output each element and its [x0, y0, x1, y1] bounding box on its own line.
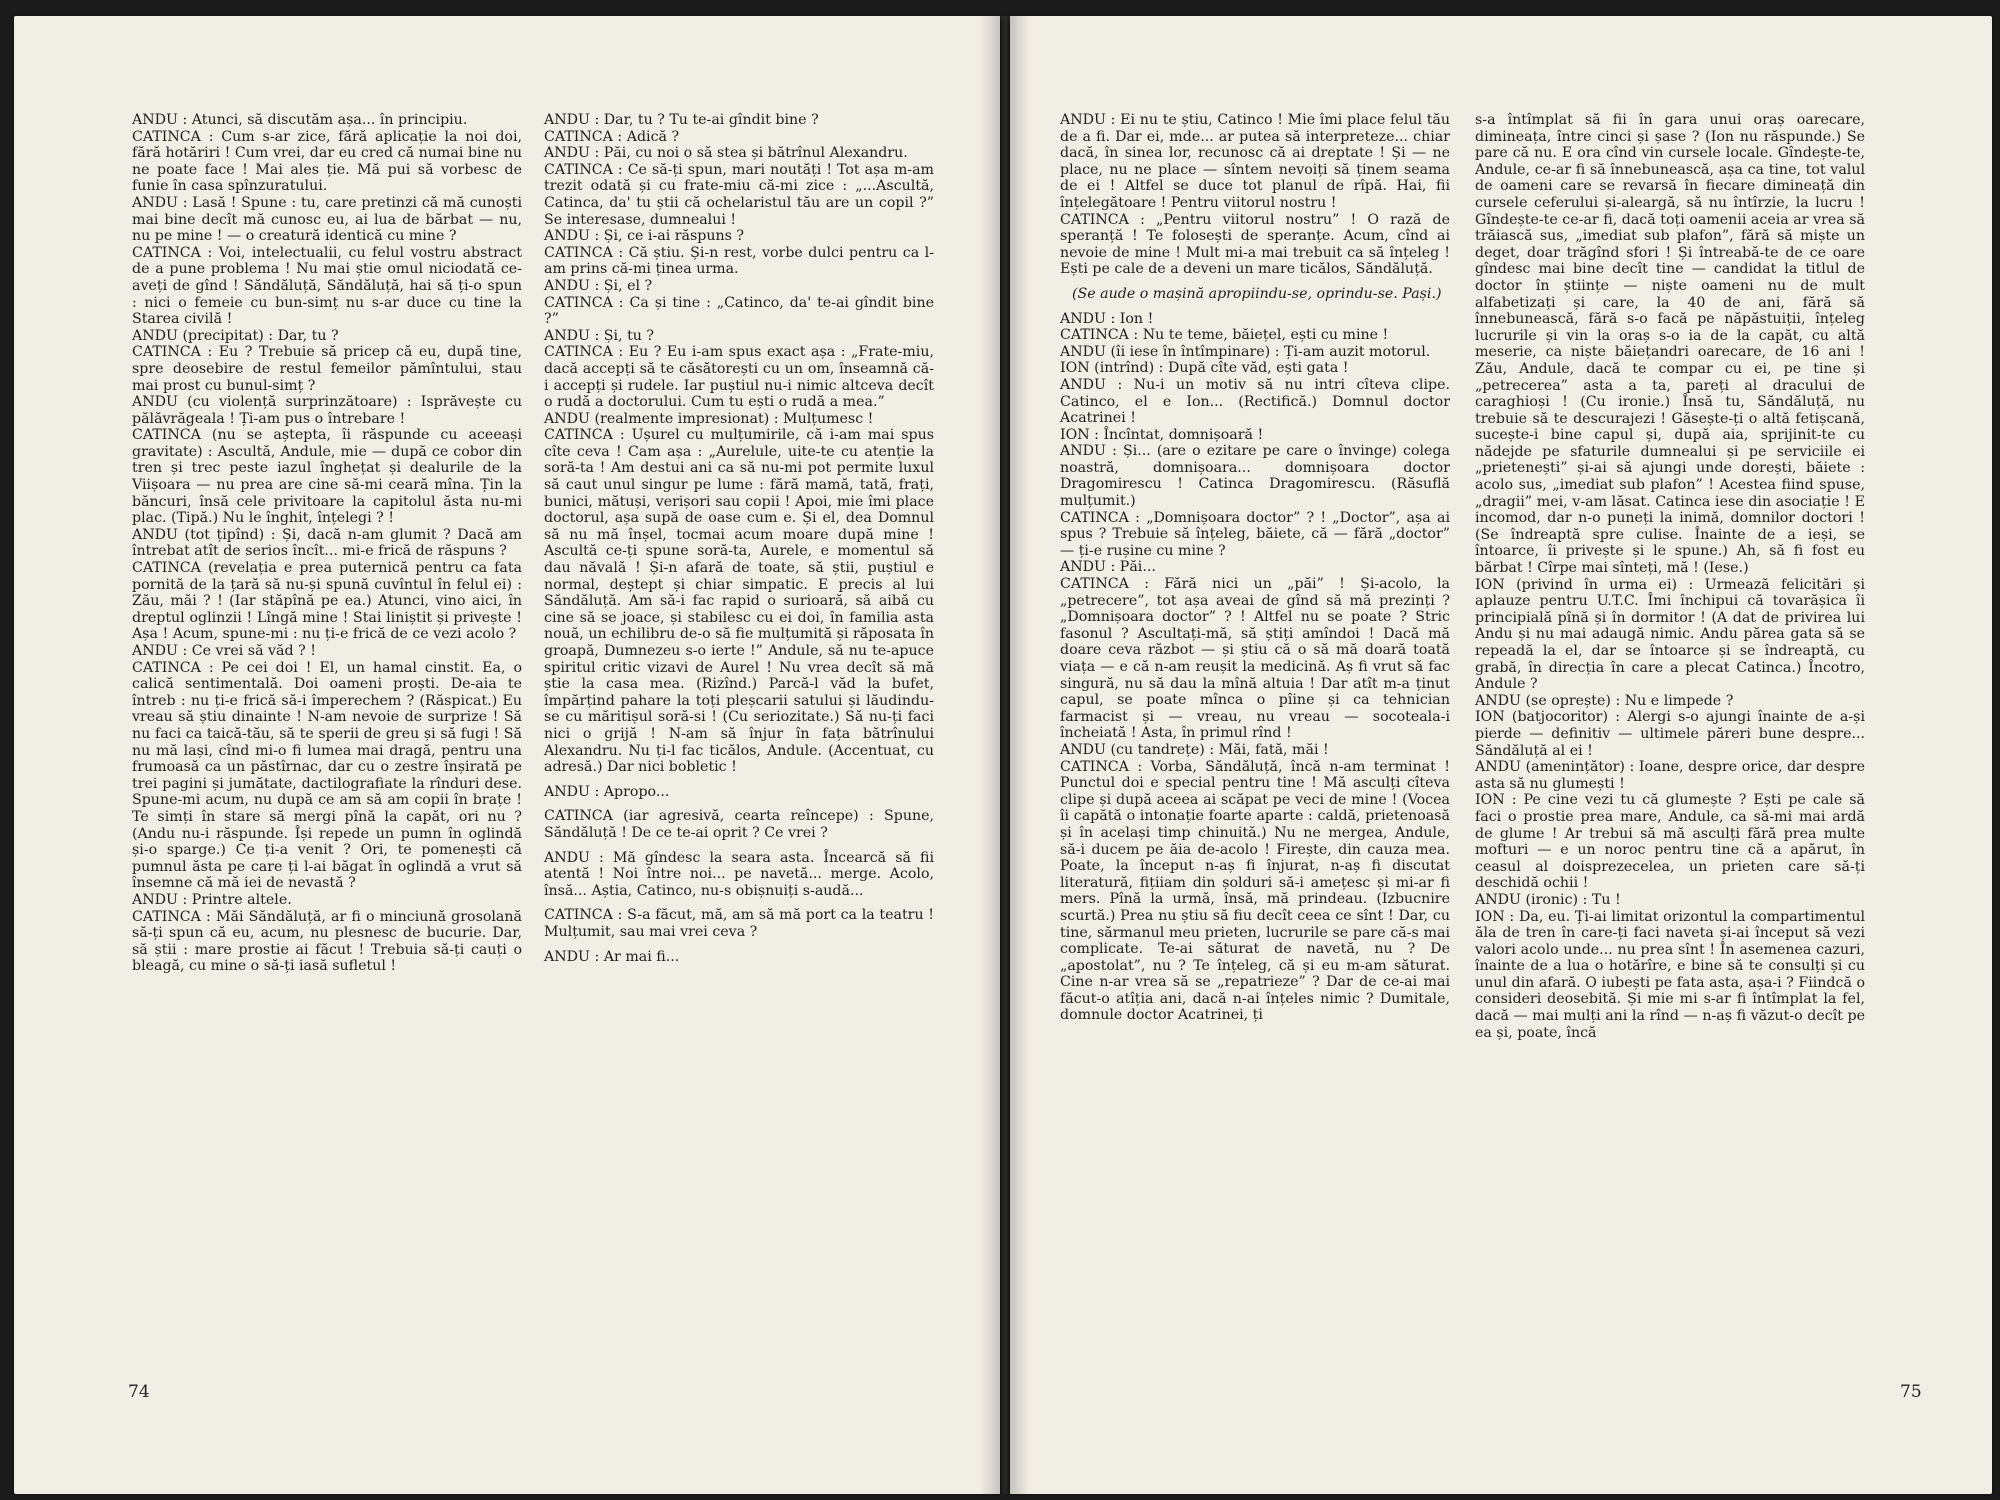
paragraph: ANDU : Și, ce i-ai răspuns ?: [544, 228, 745, 245]
paragraph: ION : Încîntat, domnișoară !: [1060, 426, 1264, 443]
book-spread: [14, 16, 1992, 1494]
paragraph: CATINCA : S-a făcut, mă, am să mă port ca la teatru ! Mulțumit, sau mai vrei ceva ?: [544, 907, 934, 940]
paragraph: CATINCA : „Domnișoara doctor” ? ! „Doctor”, așa ai spus ? Trebuie să înțeleg, băiete, că — fără „doctor” — ți-e rușine cu mine ?: [1060, 509, 1450, 559]
paragraph: CATINCA : Ce să-ți spun, mari noutăți ! Tot așa m-am trezit odată și cu frate-miu că-mi zice : „...Ascultă, Catinca, da' tu știi că ochelaristul tău are un copil ?” Se interesase, dumnealui !: [544, 161, 934, 228]
stage-direction: (Se aude o mașină apropiindu-se, oprindu-se. Pași.): [1072, 285, 1442, 302]
paragraph: ANDU : Printre altele.: [132, 891, 292, 908]
paragraph: ANDU : Ei nu te știu, Catinco ! Mie îmi place felul tău de a fi. Dar ei, mde... ar putea să interpreteze... chiar dacă, în sinea lor, recunosc că ai dreptate ! Și — ne place, nu ne place — sîntem nevoiți să ținem seama de ei ! Altfel se duce tot planul de rîpă. Hai, fii înțelegătoare ! Pentru viitorul nostru !: [1060, 112, 1450, 211]
page-number: 75: [1900, 1382, 1922, 1402]
right-page-column-1: [1060, 112, 1450, 1024]
paragraph: ANDU : Și, el ?: [544, 277, 653, 294]
paragraph: CATINCA : Ușurel cu mulțumirile, că i-am mai spus cîte ceva ! Cam așa : „Aurelule, uite-te cu atenție la soră-ta ! Am destui ani ca să nu-mi pot permite luxul să caut unul singur pe lume : fără mamă, tată, frați, bunici, mătuși, verișori sau copii ! Apoi, mie îmi place doctorul, așa supă de oase cum e. Și el, dea Domnul să nu mă înșel, tocmai acum moare după mine ! Ascultă ce-ți spune soră-ta, Aurele, e momentul să dau năvală ! Și-n afară de toate, să știi, puștiul e normal, deștept și chiar simpatic. E precis al lui Săndăluță. Am să-i fac rapid o surioară, să aibă cu cine să se joace, și stabilesc cu ei doi, în familia asta nouă, un echilibru de-o să fie mulțumită și răposata în groapă, Dumnezeu s-o ierte !” Andule, să nu te-apuce spiritul critic vizavi de Aurel ! Nu vrea decît să mă știe la casa mea. (Rizînd.) Parcă-l văd la bufet, împărțind pahare la toți pleșcarii satului și lăudindu-se cu măritișul soră-si ! (Cu seriozitate.) Să nu-ți faci nici o grijă ! N-am să înjur în fața bătrînului Alexandru. Nu ți-l fac ticălos, Andule. (Accentuat, cu adresă.) Dar nici bobletic !: [544, 427, 934, 776]
paragraph: s-a întîmplat să fii în gara unui oraș oarecare, dimineața, între cinci și șase ? (Ion nu răspunde.) Se pare că nu. E ora cînd vin cursele locale. Gîndește-te, Andule, ce-ar fi să înnebunească, așa ca tine, tot valul de oameni care se revarsă în fiecare dimineață din cursele ceferului și-aleargă, să nu întîrzie, la lucru ! Gîndește-te ce-ar fi, dacă toți oamenii aceia ar vrea să trăiască sus, „imediat sub plafon”, fără să miște un deget, doar trăgînd sfori ! Și întreabă-te de ce oare gîndesc mai bine decît tine — candidat la titlul de doctor în științe — niște oameni nu de mult alfabetizați și care, la 40 de ani, fără să înnebunească, fără s-o facă pe năpăstuiții, înțeleg lucrurile și vin la oraș s-o ia de la capăt, cu altă meserie, ca niște băiețandri oarecare, de 16 ani ! Zău, Andule, dacă te compar cu ei, pe tine și „petrecerea” asta a ta, pareți al dracului de caraghioși ! (Cu ironie.) Însă tu, Săndăluță, nu trebuie să te descurajezi ! Găsește-ți o altă fetișcană, sucește-i bine capul și, după aia, sprijinit-te cu nădejde pe sfaturile dumnealui și pe serviciile ei „prietenești” și-ai să ajungi unde dorești, băiete : acolo sus, „imediat sub plafon” ! Acestea fiind spuse, „dragii” mei, v-am lăsat. Catinca iese din asociație ! E incomod, dar n-o puneți la inimă, domnilor doctori ! (Se îndreaptă spre culise. Înainte de a ieși, se întoarce, îi privește și le spune.) Ah, să fi fost eu bărbat ! Cîrpe mai sînteți, mă ! (Iese.): [1475, 112, 1865, 577]
left-page: [14, 16, 1000, 1494]
right-page-column-2: [1475, 112, 1865, 1041]
left-page-column-1: [132, 112, 522, 975]
paragraph: CATINCA : Vorba, Săndăluță, încă n-am terminat ! Punctul doi e special pentru tine ! Mă asculți cîteva clipe și după aceea ai scăpat pe veci de mine ! (Vocea îi capătă o intonație foarte aparte : caldă, prietenoasă și în același timp chinuită.) Nu ne mergea, Andule, să-i ducem pe ăia de-acolo ! Firește, din cauza mea. Poate, la început n-aș fi înjurat, n-aș fi discutat literatură, fițiiam din șolduri să-i amețesc și mi-ar fi mers. Pînă la urmă, însă, mă prindeau. (Izbucnire scurtă.) Prea nu știu să fiu decît ceea ce sînt ! Dar, cu tine, sărmanul meu prieten, lucrurile se pare că-s mai complicate. Te-ai săturat de navetă, nu ? De „apostolat”, nu ? Te înțeleg, că și eu m-am săturat. Cine n-ar vrea să se „repatrieze” ? Dar de ce-ai mai făcut-o atîția ani, dacă n-ai înțeles nimic ? Dumitale, domnule doctor Acatrinei, ți: [1060, 758, 1450, 1024]
paragraph: ION (batjocoritor) : Alergi s-o ajungi înainte de a-și pierde — definitiv — ultimele păreri bune despre... Săndăluță al ei !: [1475, 709, 1865, 759]
paragraph: CATINCA : Fără nici un „păi” ! Și-acolo, la „petrecere”, tot așa aveai de gînd să mă prezinți ? „Domnișoara doctor” ? ! Altfel nu se poate ? Stric fasonul ? Ascultați-mă, să știți amîndoi ! Dacă mă doare ceva războt — și știu că o să mă doară toată viața — e că n-am reușit la medicină. Aș fi vrut să fac singură, nu să dau la mînă altuia ! Dar atît m-a ținut capul, se poate mînca o pîine și ca tehnician farmacist și — vreau, nu vreau — socoteala-i încheiată ! Asta, în primul rînd !: [1060, 576, 1450, 742]
paragraph: CATINCA : Că știu. Și-n rest, vorbe dulci pentru ca l-am prins că-mi ținea urma.: [544, 244, 934, 278]
paragraph: CATINCA : Eu ? Trebuie să pricep că eu, după tine, spre deosebire de restul femeilor pămîntului, stau mai prost cu bunul-simț ?: [132, 344, 522, 394]
paragraph: ANDU : Ce vrei să văd ? !: [132, 643, 316, 659]
paragraph: ION : Pe cine vezi tu că glumește ? Ești pe cale să faci o prostie prea mare, Andule, ca să-mi mai ardă de glume ! Ar trebui să mă asculți fără prea multe mofturi — e un noroc pentru tine că a apărut, în ceasul al doisprezecelea, un prieten care să-ți deschidă ochii !: [1475, 792, 1865, 892]
paragraph: ANDU : Ion !: [1060, 310, 1154, 327]
paragraph: ANDU : Și... (are o ezitare pe care o învinge) colega noastră, domnișoara... domnișoara doctor Dragomirescu ! Catinca Dragomirescu. (Răsuflă mulțumit.): [1060, 443, 1450, 510]
paragraph: ANDU : Lasă ! Spune : tu, care pretinzi că mă cunoști mai bine decît mă cunosc eu, ai lua de bărbat — nu, nu pe mine ! — o creatură identică cu mine ?: [132, 194, 522, 245]
paragraph: ANDU (îi iese în întîmpinare) : Ți-am auzit motorul.: [1060, 343, 1431, 360]
paragraph: CATINCA : Cum s-ar zice, fără aplicație la noi doi, fără hotăriri ! Cum vrei, dar eu cred că numai bine nu ne poate face ! Mai ales ție. Mă pui să vorbesc de funie în casa spînzuratului.: [132, 128, 522, 195]
paragraph: ION : Da, eu. Ți-ai limitat orizontul la compartimentul ăla de tren în care-ți faci naveta și-ai început să vezi valori acolo unde... nu prea sînt ! În asemenea cazuri, înainte de a lua o hotărîre, e bine să te consulți și cu unul din afară. O iubești pe fata asta, așa-i ? Fiindcă o consideri deosebită. Și mie mi s-ar fi întîmplat la fel, dacă — mai mulți ani la rînd — n-aș fi văzut-o decît pe ea și, poate, încă: [1475, 908, 1865, 1041]
paragraph: ION (privind în urma ei) : Urmează felicitări și aplauze pentru U.T.C. Îmi închipui că tovarășica îi principială pînă și în dormitor ! (A dat de privirea lui Andu și nu mai adaugă nimic. Andu părea gata să se repeadă la el, dar se întoarce și se îndreaptă, cu grabă, în direcția în care a plecat Catinca.) Încotro, Andule ?: [1475, 576, 1865, 693]
paragraph: ANDU (ironic) : Tu !: [1475, 891, 1621, 908]
paragraph: ANDU : Și, tu ?: [544, 327, 655, 344]
paragraph: ANDU (amenințător) : Ioane, despre orice, dar despre asta să nu glumești !: [1475, 759, 1865, 792]
right-page: [1010, 16, 1992, 1494]
paragraph: CATINCA : Măi Săndăluță, ar fi o minciună grosolană să-ți spun că eu, acum, nu plesnesc de bucurie. Dar, să știi : mare prostie ai făcut ! Trebuia să-ți cauți o bleagă, cu mine o să-ți iasă sufletul !: [132, 908, 522, 975]
page-number: 74: [128, 1382, 150, 1402]
paragraph: ANDU (realmente impresionat) : Mulțumesc !: [544, 410, 874, 427]
paragraph: CATINCA : Voi, intelectualii, cu felul vostru abstract de a pune problema ! Nu mai știe omul niciodată ce-aveți de gînd ! Săndăluță, Săndăluță, hai să ți-o spun : nici o femeie cu bun-simț nu s-ar duce cu tine la Starea civilă !: [132, 244, 522, 328]
paragraph: CATINCA : Pe cei doi ! El, un hamal cinstit. Ea, o calică sentimentală. Doi oameni proști. De-aia te întreb : nu ți-e frică să-i împerechem ? (Răspicat.) Eu vreau să știu dinainte ! N-am nevoie de surprize ! Să nu faci ca taică-tău, să te sperii de greu și să fugi ! Să nu mă lași, cînd mi-o fi lumea mai dragă, pentru una frumoasă ca un păstîrnac, dar cu o zestre înșirată pe trei pagini și jumătate, dactilografiate la rînduri dese. Spune-mi acum, nu după ce am să am copii în brațe ! Te simți în stare să mergi pînă la capăt, ori nu ? (Andu nu-i răspunde. Își repede un pumn în oglindă și-o sparge.) Ce ți-a venit ? Ori, te pomenești că pumnul ăsta pe care ți l-ai băgat în oglindă a vrut să însemne că mă iei de nevastă ?: [132, 659, 522, 892]
paragraph: ANDU : Dar, tu ? Tu te-ai gîndit bine ?: [544, 112, 819, 128]
paragraph: CATINCA (nu se aștepta, îi răspunde cu aceeași gravitate) : Ascultă, Andule, mie — după ce cobor din tren și trec peste iazul înghețat și dealurile de la Viișoara — nu prea are cine să-mi ceară mîna. Țin la băncuri, însă cele privitoare la capitolul ăsta nu-mi plac. (Tipă.) Nu le înghit, înțelegi ? !: [132, 427, 522, 527]
left-page-column-2: [544, 112, 934, 965]
paragraph: CATINCA : „Pentru viitorul nostru” ! O rază de speranță ! Te folosești de speranțe. Acum, cînd ai nevoie de mine ! Mult mi-a mai trebuit ca să înțeleg ! Ești pe cale de a deveni un mare ticălos, Săndăluță.: [1060, 211, 1450, 278]
paragraph: ANDU : Atunci, să discutăm așa... în principiu.: [132, 112, 468, 128]
paragraph: ANDU (cu violență surprinzătoare) : Isprăvește cu pălăvrăgeala ! Ți-am pus o întrebare !: [132, 394, 522, 427]
paragraph: ANDU (cu tandrețe) : Măi, fată, măi !: [1060, 741, 1329, 758]
paragraph: CATINCA (iar agresivă, cearta reîncepe) : Spune, Săndăluță ! De ce te-ai oprit ? Ce vrei ?: [544, 808, 934, 841]
paragraph: ANDU (tot țipînd) : Și, dacă n-am glumit ? Dacă am întrebat atît de serios încît... mi-e frică de răspuns ?: [132, 526, 522, 560]
paragraph: ANDU (se oprește) : Nu e limpede ?: [1475, 692, 1734, 709]
paragraph: CATINCA : Adică ?: [544, 128, 680, 145]
paragraph: CATINCA : Nu te teme, băiețel, ești cu mine !: [1060, 327, 1389, 344]
paragraph: CATINCA : Eu ? Eu i-am spus exact așa : „Frate-miu, dacă accepți să te căsătorești cu un om, înseamnă că-i accepți și rudele. Iar puștiul nu-i nimic altceva decît o rudă a doctorului. Cum tu ești o rudă a mea.”: [544, 344, 934, 411]
paragraph: CATINCA (revelația e prea puternică pentru ca fata pornită de la țară să nu-și spună cuvîntul în felul ei) : Zău, măi ? ! (Iar stăpînă pe ea.) Atunci, vino aici, în dreptul oglinzii ! Lîngă mine ! Stai liniștit și privește ! Așa ! Acum, spune-mi : nu ți-e frică de ce vezi acolo ?: [132, 560, 522, 643]
paragraph: ANDU (precipitat) : Dar, tu ?: [132, 327, 339, 344]
paragraph: ANDU : Apropo...: [544, 783, 670, 800]
paragraph: ANDU : Mă gîndesc la seara asta. Încearcă să fii atentă ! Noi între noi... pe navetă... merge. Acolo, însă... Aștia, Catinco, nu-s obișnuiți s-audă...: [544, 849, 934, 899]
paragraph: ION (intrînd) : După cîte văd, ești gata !: [1060, 360, 1349, 377]
paragraph: ANDU : Ar mai fi...: [544, 948, 680, 965]
paragraph: CATINCA : Ca și tine : „Catinco, da' te-ai gîndit bine ?”: [544, 294, 934, 328]
paragraph: ANDU : Păi, cu noi o să stea și bătrînul Alexandru.: [544, 145, 908, 162]
paragraph: ANDU : Nu-i un motiv să nu intri cîteva clipe. Catinco, el e Ion... (Rectifică.) Domnul doctor Acatrinei !: [1060, 376, 1450, 427]
paragraph: ANDU : Păi...: [1060, 559, 1156, 576]
